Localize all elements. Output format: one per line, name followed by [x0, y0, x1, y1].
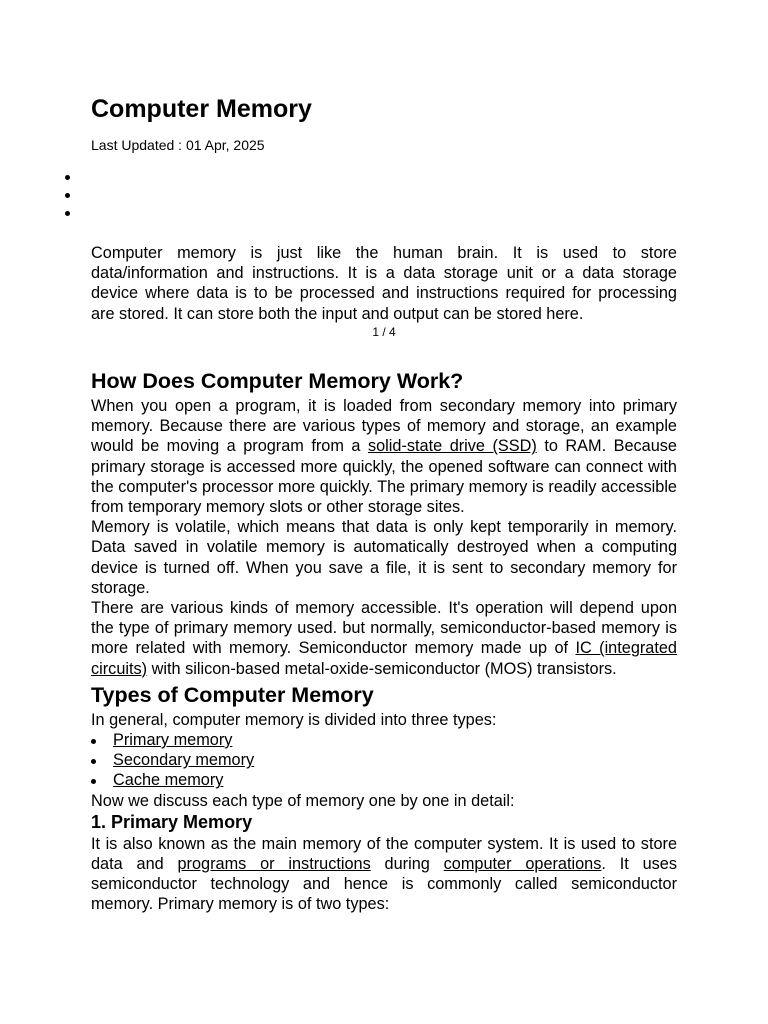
text: during	[370, 855, 444, 874]
types-outro: Now we discuss each type of memory one by one in detail:	[91, 791, 515, 810]
text: to RAM. Because primary storage is accessed more quickly, the opened software can connect with the computer's processor more quickly. The primary memory is readily accessible from temporary memory slots or other storage sites.	[91, 437, 677, 517]
paragraph-loading	[91, 396, 677, 517]
section-heading-types: Types of Computer Memory	[91, 682, 374, 707]
cache-memory-link[interactable]: Cache memory	[113, 771, 224, 790]
list-item	[91, 750, 677, 770]
list-item	[91, 730, 677, 750]
ic-link[interactable]: IC (integrated circuits)	[91, 639, 677, 678]
paragraph-volatile: Memory is volatile, which means that data is only kept temporarily in memory. Data saved in volatile memory is automatically destroyed when a computing device is turned off. When you save a file, it is sent to secondary memory for storage.	[91, 518, 677, 597]
intro-paragraph: Computer memory is just like the human brain. It is used to store data/information and instructions. It is a data storage unit or a data storage device where data is to be processed and instructions required for processing are stored. It can store both the input and output can be stored here.	[91, 244, 677, 323]
text: It is also known as the main memory of the computer system. It is used to store data and	[91, 834, 677, 874]
paragraph-primary-memory	[91, 834, 677, 915]
text: When you open a program, it is loaded from secondary memory into primary memory. Because there are various types of memory and storage, an example would be moving a program from a	[91, 397, 677, 456]
ssd-link[interactable]: solid-state drive (SSD)	[367, 437, 537, 456]
primary-memory-link[interactable]: Primary memory	[113, 731, 233, 750]
section-heading-how-memory-works: How Does Computer Memory Work?	[91, 369, 464, 393]
article-body	[91, 367, 677, 915]
types-intro: In general, computer memory is divided into three types:	[91, 710, 497, 729]
page-title: Computer Memory	[91, 95, 312, 123]
text: There are various kinds of memory accessible. It's operation will depend upon the type of primary memory used. but normally, semiconductor-based memory is more related with memory. Semiconductor memory made up of	[91, 599, 677, 658]
section-heading-primary-memory: 1. Primary Memory	[91, 811, 253, 832]
paragraph-kinds	[91, 598, 677, 679]
programs-link[interactable]: programs or instructions	[177, 855, 371, 874]
memory-types-list	[91, 730, 677, 791]
slide-counter: 1 / 4	[372, 325, 396, 339]
last-updated: Last Updated : 01 Apr, 2025	[91, 137, 265, 153]
list-item	[91, 770, 677, 790]
computer-operations-link[interactable]: computer operations	[443, 855, 602, 874]
text: with silicon-based metal-oxide-semiconductor (MOS) transistors.	[147, 659, 617, 678]
text: . It uses semiconductor technology and hence is commonly called semiconductor memory. Primary memory is of two types:	[91, 855, 677, 914]
secondary-memory-link[interactable]: Secondary memory	[113, 751, 255, 770]
